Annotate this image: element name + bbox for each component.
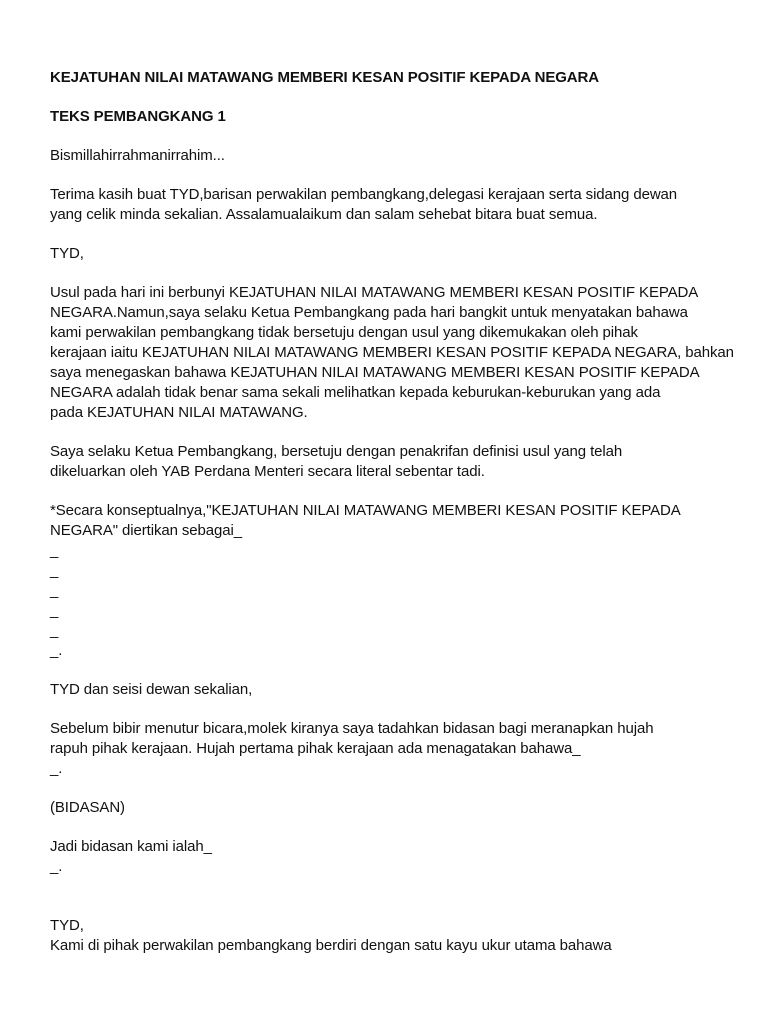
greeting-line: Terima kasih buat TYD,barisan perwakilan pembangkang,delegasi kerajaan serta sidang dewan (50, 186, 678, 203)
usul-paragraph (50, 283, 734, 423)
opening-line: Bismillahirrahmanirrahim... (50, 147, 225, 164)
sebelum-paragraph (50, 719, 720, 779)
usul-line: kerajaan iaitu KEJATUHAN NILAI MATAWANG MEMBERI KESAN POSITIF KEPADA NEGARA, bahkan (50, 344, 734, 361)
document-title: KEJATUHAN NILAI MATAWANG MEMBERI KESAN POSITIF KEPADA NEGARA (50, 69, 600, 86)
jadi-paragraph (50, 837, 720, 877)
blank-line: _ (50, 542, 59, 559)
sebelum-line: rapuh pihak kerajaan. Hujah pertama pihak kerajaan ada menagatakan bahawa_ (50, 740, 581, 757)
blank-line: _. (50, 760, 63, 777)
usul-line: saya menegaskan bahawa KEJATUHAN NILAI MATAWANG MEMBERI KESAN POSITIF KEPADA (50, 364, 700, 381)
tyd-salutation: TYD, (50, 245, 84, 262)
sebelum-line: Sebelum bibir menutur bicara,molek kiranya saya tadahkan bidasan bagi meranapkan hujah (50, 720, 654, 737)
document-page (50, 68, 734, 956)
usul-line: NEGARA adalah tidak benar sama sekali melihatkan kepada keburukan-keburukan yang ada (50, 384, 661, 401)
blank-line: _ (50, 602, 59, 619)
closing-paragraph (50, 916, 720, 956)
konsep-line: NEGARA" diertikan sebagai_ (50, 522, 242, 539)
kami-line: Kami di pihak perwakilan pembangkang berdiri dengan satu kayu ukur utama bahawa (50, 937, 612, 954)
definisi-paragraph (50, 442, 720, 482)
usul-line: pada KEJATUHAN NILAI MATAWANG. (50, 404, 308, 421)
blank-line: _ (50, 622, 59, 639)
tyd-seisi-salutation: TYD dan seisi dewan sekalian, (50, 681, 253, 698)
usul-line: NEGARA.Namun,saya selaku Ketua Pembangkang pada hari bangkit untuk menyatakan bahawa (50, 304, 688, 321)
usul-line: kami perwakilan pembangkang tidak bersetuju dengan usul yang dikemukakan oleh pihak (50, 324, 638, 341)
definisi-line: dikeluarkan oleh YAB Perdana Menteri secara literal sebentar tadi. (50, 463, 485, 480)
definisi-line: Saya selaku Ketua Pembangkang, bersetuju dengan penakrifan definisi usul yang telah (50, 443, 623, 460)
greeting-line: yang celik minda sekalian. Assalamualaikum dan salam sehebat bitara buat semua. (50, 206, 598, 223)
blank-line: _ (50, 582, 59, 599)
blank-line: _. (50, 642, 63, 659)
usul-line: Usul pada hari ini berbunyi KEJATUHAN NILAI MATAWANG MEMBERI KESAN POSITIF KEPADA (50, 284, 699, 301)
konsep-line: *Secara konseptualnya,"KEJATUHAN NILAI MATAWANG MEMBERI KESAN POSITIF KEPADA (50, 502, 681, 519)
tyd-salutation: TYD, (50, 917, 84, 934)
greeting-paragraph (50, 185, 720, 225)
blank-line: _ (50, 562, 59, 579)
jadi-line: Jadi bidasan kami ialah_ (50, 838, 212, 855)
konsep-paragraph (50, 501, 720, 661)
document-subtitle: TEKS PEMBANGKANG 1 (50, 108, 226, 125)
bidasan-label: (BIDASAN) (50, 799, 125, 816)
blank-line: _. (50, 858, 63, 875)
